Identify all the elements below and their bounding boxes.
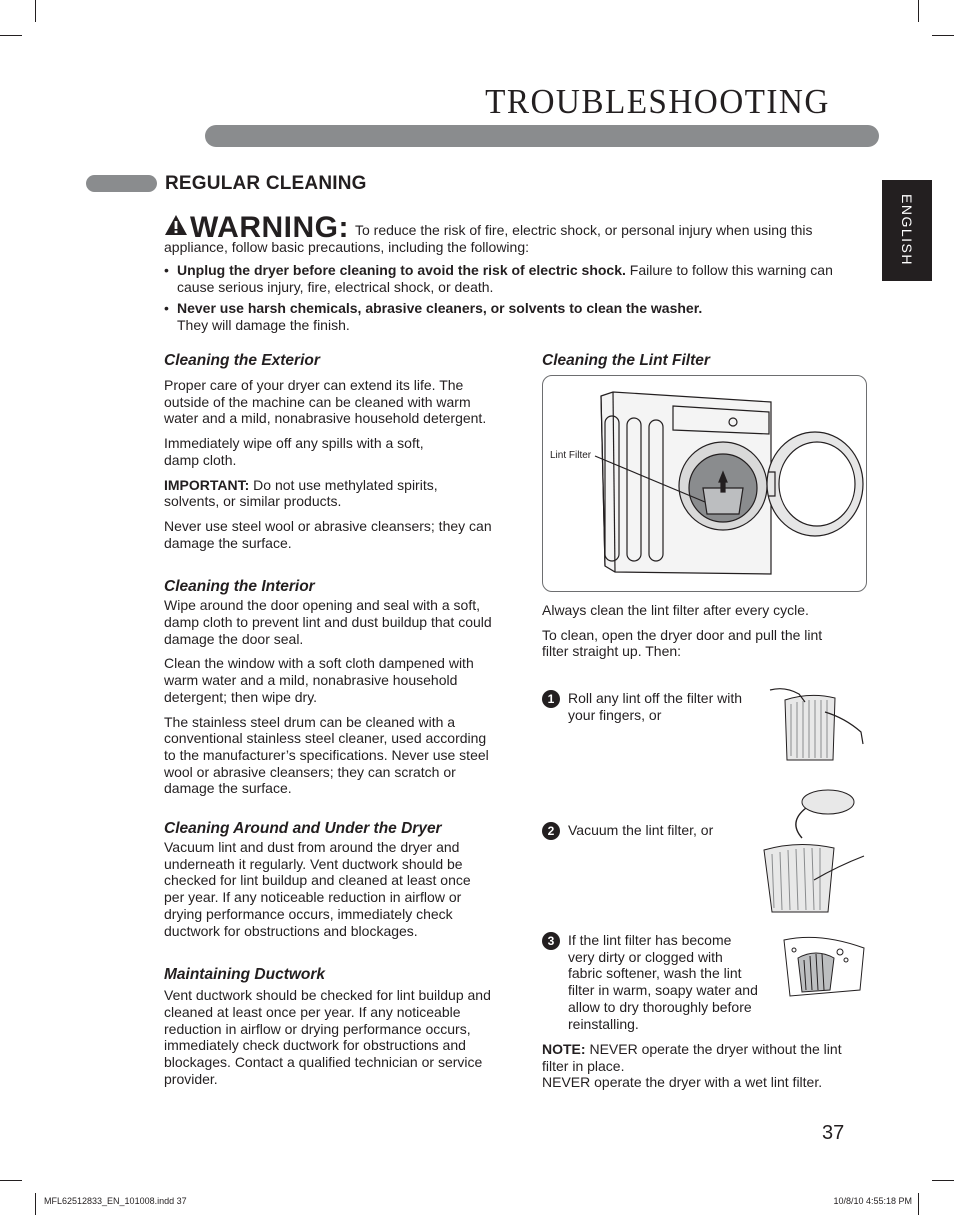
heading-cleaning-lint-filter: Cleaning the Lint Filter bbox=[542, 352, 710, 369]
language-tab-label: ENGLISH bbox=[899, 194, 915, 266]
heading-cleaning-interior: Cleaning the Interior bbox=[164, 578, 315, 596]
heading-maintaining-ductwork: Maintaining Ductwork bbox=[164, 966, 326, 984]
warning-bullet-text: Failure to follow this warning can cause serious injury, fire, electrical shock, or death. bbox=[177, 262, 833, 295]
paragraph: Wipe around the door opening and seal with a soft, damp cloth to prevent lint and dust buildup that could damage the door seal. bbox=[164, 597, 492, 647]
page-number: 37 bbox=[822, 1122, 845, 1144]
paragraph: Never use steel wool or abrasive cleansers; they can damage the surface. bbox=[164, 517, 492, 551]
dryer-lint-filter-image bbox=[543, 376, 866, 591]
footer-file: MFL62512833_EN_101008.indd 37 bbox=[44, 1196, 187, 1206]
warning-block bbox=[164, 211, 864, 334]
dryer-illustration bbox=[542, 375, 867, 592]
section-pill bbox=[86, 175, 157, 192]
warning-bullet: • Unplug the dryer before cleaning to avoid the risk of electric shock. Failure to follow this warning can cause serious injury, fire, electrical shock, or death. bbox=[164, 262, 833, 295]
crop-mark bbox=[932, 35, 954, 36]
paragraph: Vent ductwork should be checked for lint buildup and cleaned at least once per year. If any noticeable reduction in airflow or drying performance occurs, immediately check ductwork for obstructions and blockages. Contact a qualified technician or service provider. bbox=[164, 987, 491, 1087]
step-text: Roll any lint off the filter with your fingers, or bbox=[568, 690, 743, 723]
note-text: NEVER operate the dryer without the lint filter in place. bbox=[542, 1041, 842, 1074]
warning-bullet-bold: Never use harsh chemicals, abrasive cleaners, or solvents to clean the washer. bbox=[177, 300, 703, 316]
paragraph: Vacuum lint and dust from around the dryer and underneath it regularly. Vent ductwork should be checked for lint buildup and cleaned at least once per year. If any noticeable reduction in airflow or drying performance occurs, immediately check ductwork for obstructions and blockages. bbox=[164, 839, 471, 939]
paragraph: Always clean the lint filter after every cycle. bbox=[542, 602, 809, 618]
important-label: IMPORTANT: bbox=[164, 476, 250, 493]
page-title: TROUBLESHOOTING bbox=[485, 82, 830, 121]
language-tab bbox=[882, 180, 932, 281]
heading-cleaning-around: Cleaning Around and Under the Dryer bbox=[164, 820, 442, 838]
right-column bbox=[542, 351, 867, 668]
paragraph: Proper care of your dryer can extend its life. The outside of the machine can be cleaned with warm water and a mild, nonabrasive household detergent. bbox=[164, 377, 487, 427]
note-line bbox=[542, 1041, 867, 1074]
step-number: 2 bbox=[542, 822, 560, 840]
note-block bbox=[542, 1041, 867, 1091]
vacuum-filter-image bbox=[758, 788, 868, 914]
filter-hand-image bbox=[765, 682, 865, 764]
footer-timestamp: 10/8/10 4:55:18 PM bbox=[833, 1196, 912, 1206]
paragraph: Immediately wipe off any spills with a soft, damp cloth. bbox=[164, 435, 424, 468]
step-text: If the lint filter has become very dirty or clogged with fabric softener, wash the lint filter in warm, soapy water and allow to dry thoroughly before reinstalling. bbox=[568, 932, 758, 1032]
step-number: 1 bbox=[542, 690, 560, 708]
lint-filter-label: Lint Filter bbox=[550, 450, 592, 461]
section-title: REGULAR CLEANING bbox=[165, 173, 367, 194]
crop-mark bbox=[0, 35, 22, 36]
important-text: Do not use methylated spirits, solvents, or similar products. bbox=[164, 476, 438, 510]
paragraph: To clean, open the dryer door and pull the lint filter straight up. Then: bbox=[542, 626, 823, 660]
note-label: NOTE: bbox=[542, 1041, 586, 1057]
warning-bullet-bold: Unplug the dryer before cleaning to avoid the risk of electric shock. bbox=[177, 262, 626, 278]
step-text: Vacuum the lint filter, or bbox=[568, 822, 714, 838]
crop-mark bbox=[918, 0, 919, 22]
warning-bullet-text: They will damage the finish. bbox=[177, 317, 350, 333]
warning-word: WARNING: bbox=[190, 211, 349, 244]
heading-cleaning-exterior: Cleaning the Exterior bbox=[164, 352, 320, 369]
crop-mark bbox=[918, 1193, 919, 1215]
crop-mark bbox=[0, 1180, 22, 1181]
crop-mark bbox=[35, 1193, 36, 1215]
crop-mark bbox=[35, 0, 36, 22]
note-line-2: NEVER operate the dryer with a wet lint filter. bbox=[542, 1074, 823, 1091]
title-bar bbox=[205, 125, 879, 147]
warning-bullet: • Never use harsh chemicals, abrasive cleaners, or solvents to clean the washer. They will damage the finish. bbox=[164, 300, 703, 333]
left-column bbox=[164, 351, 494, 1096]
crop-mark bbox=[932, 1180, 954, 1181]
warning-triangle-icon bbox=[164, 214, 188, 236]
wash-filter-image bbox=[780, 930, 868, 1002]
step-number: 3 bbox=[542, 932, 560, 950]
warning-intro bbox=[164, 211, 864, 256]
paragraph-important bbox=[164, 477, 494, 510]
paragraph: Clean the window with a soft cloth dampened with warm water and a mild, nonabrasive household detergent; then wipe dry. bbox=[164, 655, 474, 705]
paragraph: The stainless steel drum can be cleaned with a conventional stainless steel cleaner, used according to the manufacturer’s specifications. Never use steel wool or abrasive cleansers; they can scratch or damage the surface. bbox=[164, 713, 489, 797]
warning-intro-text: To reduce the risk of fire, electric shock, or personal injury when using this appliance, follow basic precautions, including the following: bbox=[164, 222, 813, 255]
